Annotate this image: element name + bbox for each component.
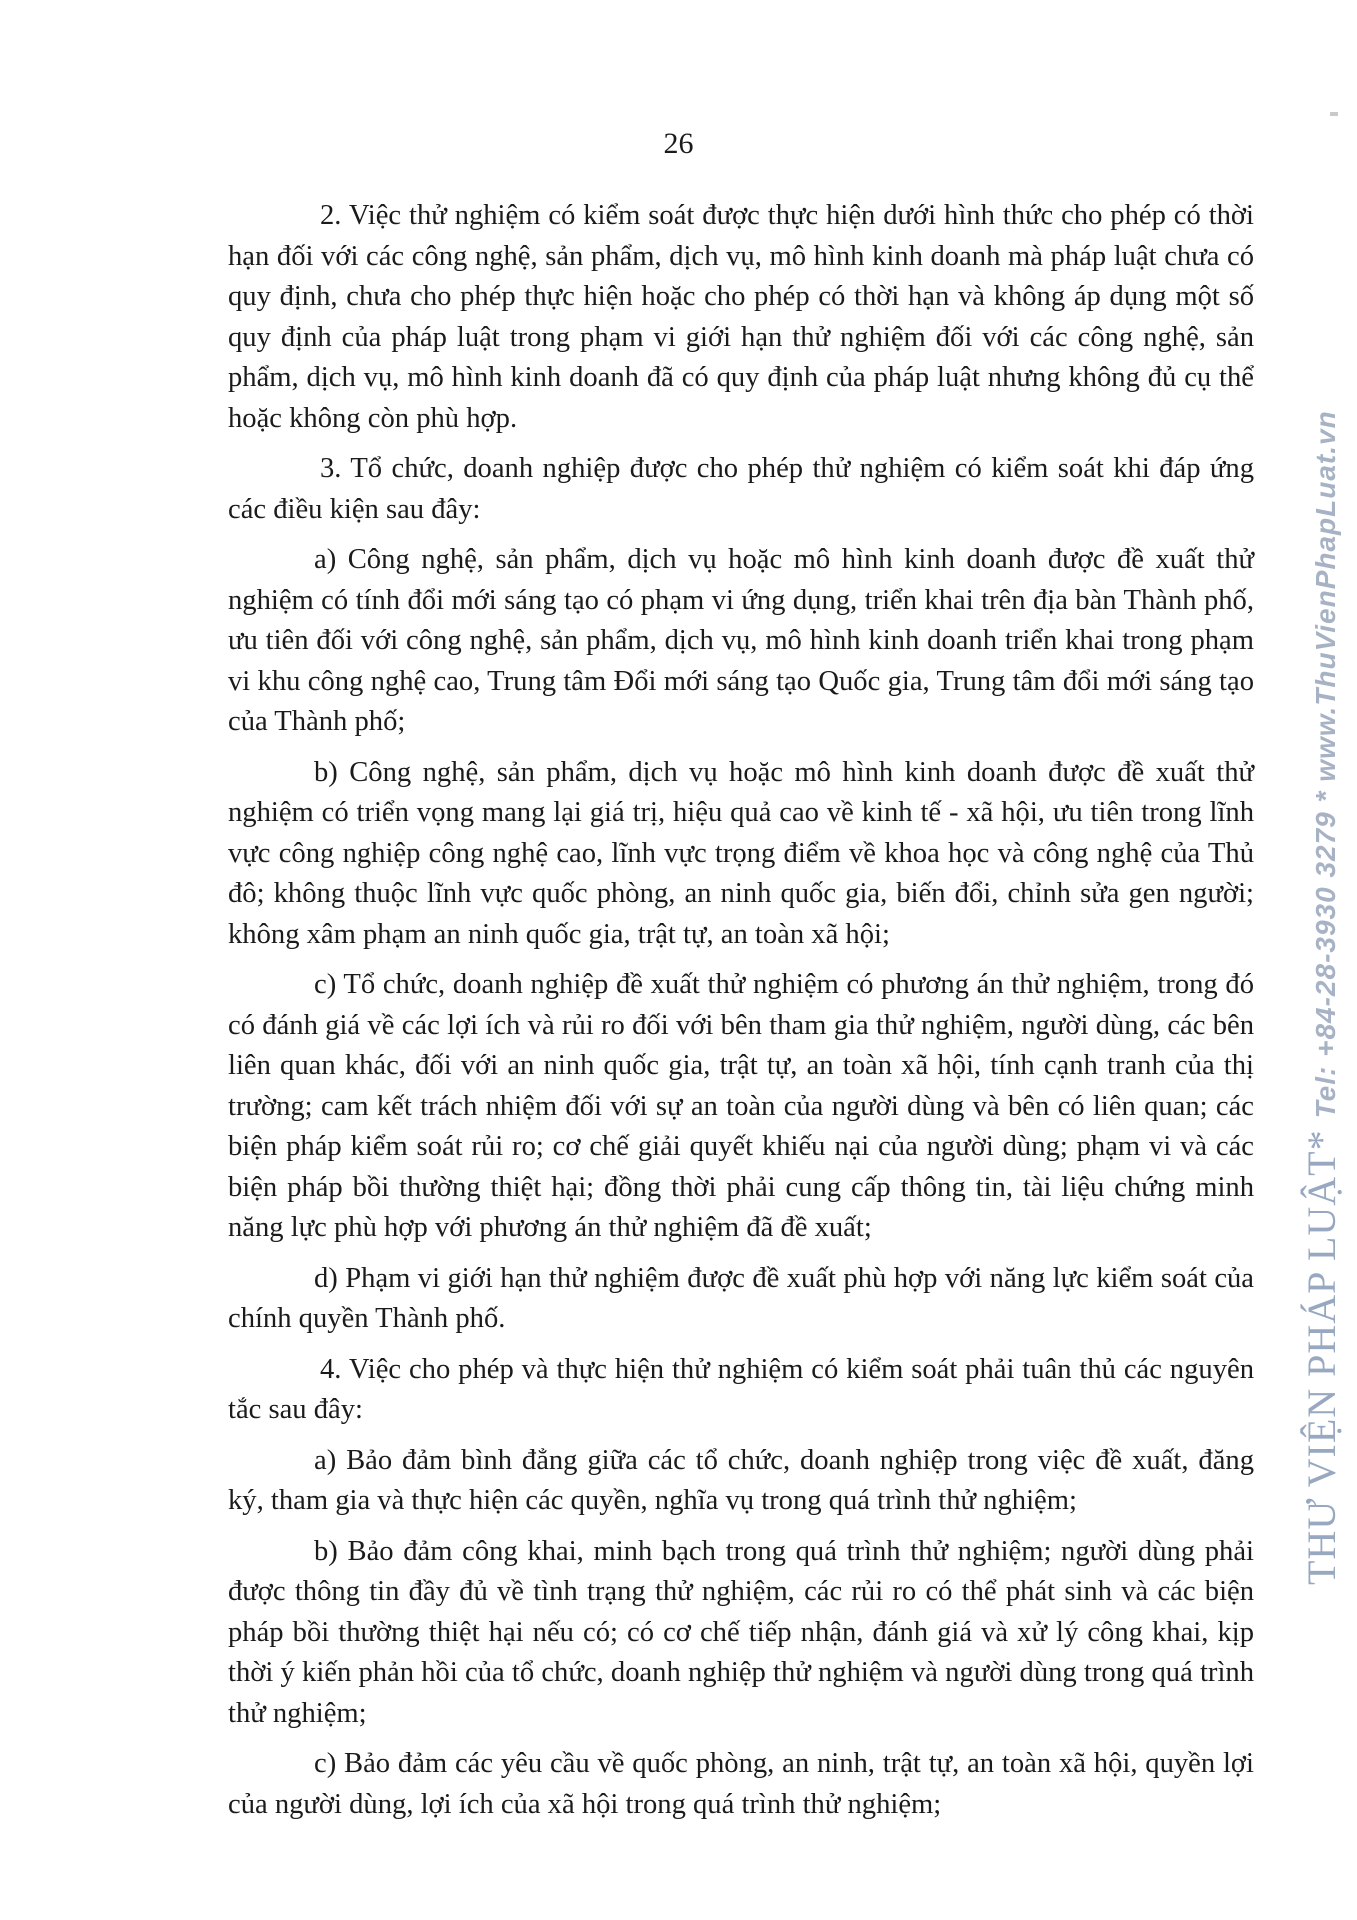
paragraph-clause-3d: d) Phạm vi giới hạn thử nghiệm được đề xuất phù hợp với năng lực kiểm soát của chính quyền Thành phố. (228, 1262, 1254, 1334)
paragraph-clause-4: 4. Việc cho phép và thực hiện thử nghiệm có kiểm soát phải tuân thủ các nguyên tắc sau đây: (228, 1353, 1254, 1425)
paragraph-clause-2: 2. Việc thử nghiệm có kiểm soát được thực hiện dưới hình thức cho phép có thời hạn đối với các công nghệ, sản phẩm, dịch vụ, mô hình kinh doanh mà pháp luật chưa có quy định, chưa cho phép thực hiện hoặc cho phép có thời hạn và không áp dụng một số quy định của pháp luật trong phạm vi giới hạn thử nghiệm đối với các công nghệ, sản phẩm, dịch vụ, mô hình kinh doanh đã có quy định của pháp luật nhưng không đủ cụ thể hoặc không còn phù hợp. (228, 200, 1254, 434)
watermark (1300, 410, 1348, 1585)
watermark-contact: Tel: +84-28-3930 3279 * www.ThuVienPhapLuat.vn (1310, 410, 1341, 1119)
paragraph-clause-3: 3. Tổ chức, doanh nghiệp được cho phép thử nghiệm có kiểm soát khi đáp ứng các điều kiện sau đây: (228, 453, 1254, 525)
paragraph-clause-4b: b) Bảo đảm công khai, minh bạch trong quá trình thử nghiệm; người dùng phải được thông tin đầy đủ về tình trạng thử nghiệm, các rủi ro có thể phát sinh và các biện pháp bồi thường thiệt hại nếu có; có cơ chế tiếp nhận, đánh giá và xử lý công khai, kịp thời ý kiến phản hồi của tổ chức, doanh nghiệp thử nghiệm và người dùng trong quá trình thử nghiệm; (228, 1535, 1254, 1729)
paragraph-clause-3a: a) Công nghệ, sản phẩm, dịch vụ hoặc mô hình kinh doanh được đề xuất thử nghiệm có tính đổi mới sáng tạo có phạm vi ứng dụng, triển khai trên địa bàn Thành phố, ưu tiên đối với công nghệ, sản phẩm, dịch vụ, mô hình kinh doanh triển khai trong phạm vi khu công nghệ cao, Trung tâm Đổi mới sáng tạo Quốc gia, Trung tâm đổi mới sáng tạo của Thành phố; (228, 544, 1254, 737)
paragraph-clause-4a: a) Bảo đảm bình đẳng giữa các tổ chức, doanh nghiệp trong việc đề xuất, đăng ký, tham gia và thực hiện các quyền, nghĩa vụ trong quá trình thử nghiệm; (228, 1444, 1254, 1516)
scan-artifact (1330, 112, 1338, 116)
watermark-separator: * (1299, 1129, 1344, 1151)
document-body (228, 196, 1254, 1835)
watermark-brand: THƯ VIỆN PHÁP LUẬT (1299, 1150, 1344, 1585)
page-number: 26 (663, 127, 694, 160)
paragraph-clause-4c: c) Bảo đảm các yêu cầu về quốc phòng, an ninh, trật tự, an toàn xã hội, quyền lợi của người dùng, lợi ích của xã hội trong quá trình thử nghiệm; (228, 1748, 1254, 1820)
paragraph-clause-3b: b) Công nghệ, sản phẩm, dịch vụ hoặc mô hình kinh doanh được đề xuất thử nghiệm có triển vọng mang lại giá trị, hiệu quả cao về kinh tế - xã hội, ưu tiên trong lĩnh vực công nghiệp công nghệ cao, lĩnh vực trọng điểm về khoa học và công nghệ của Thủ đô; không thuộc lĩnh vực quốc phòng, an ninh quốc gia, biến đổi, chỉnh sửa gen người; không xâm phạm an ninh quốc gia, trật tự, an toàn xã hội; (228, 756, 1254, 950)
paragraph-clause-3c: c) Tổ chức, doanh nghiệp đề xuất thử nghiệm có phương án thử nghiệm, trong đó có đánh giá về các lợi ích và rủi ro đối với bên tham gia thử nghiệm, người dùng, các bên liên quan khác, đối với an ninh quốc gia, trật tự, an toàn xã hội, tính cạnh tranh của thị trường; cam kết trách nhiệm đối với sự an toàn của người dùng và bên có liên quan; các biện pháp kiểm soát rủi ro; cơ chế giải quyết khiếu nại của người dùng; phạm vi và các biện pháp bồi thường thiệt hại; đồng thời phải cung cấp thông tin, tài liệu chứng minh năng lực phù hợp với phương án thử nghiệm đã đề xuất; (228, 969, 1254, 1243)
